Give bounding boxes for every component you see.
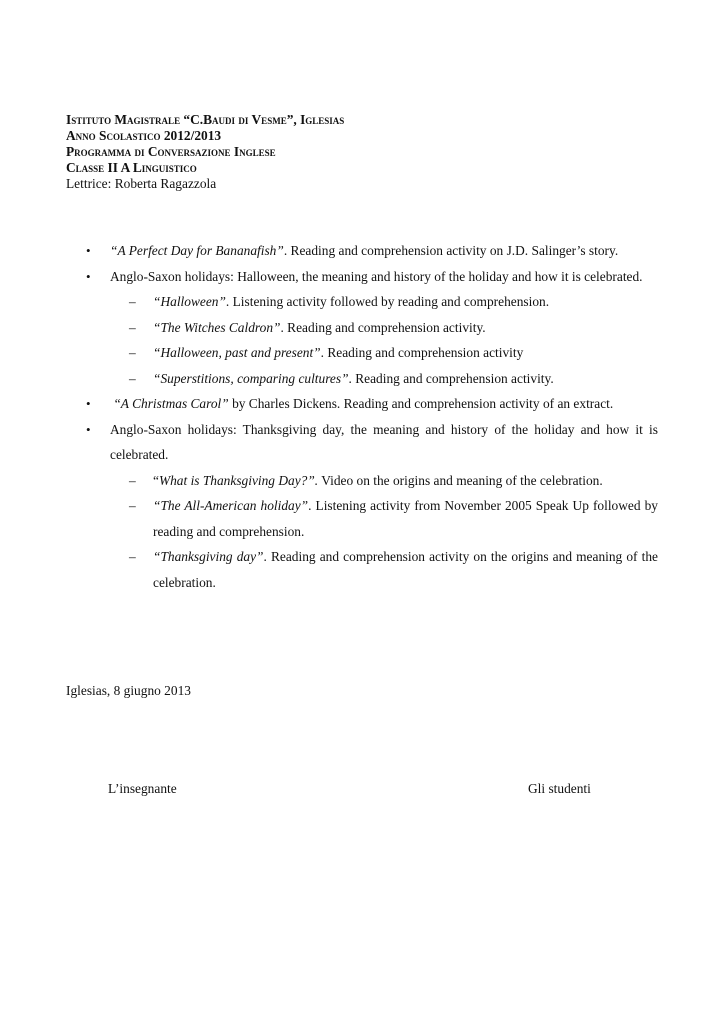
sub-list-item <box>66 493 658 544</box>
sub-list-item <box>66 289 658 315</box>
item-title: “Superstitions, comparing cultures” <box>153 370 349 386</box>
program-list <box>66 238 658 595</box>
document-date: Iglesias, 8 giugno 2013 <box>66 683 191 698</box>
document-header <box>66 112 666 192</box>
list-item <box>66 417 658 468</box>
list-item <box>66 238 658 264</box>
item-title: “A Perfect Day for Bananafish” <box>110 243 284 258</box>
item-title: “Halloween, past and present” <box>153 345 321 360</box>
item-text: by Charles Dickens. Reading and comprehension activity of an extract. <box>228 396 614 411</box>
bullet-icon: • <box>86 243 91 258</box>
bullet-icon: • <box>86 421 91 437</box>
dash-icon: – <box>129 294 136 309</box>
item-text: Anglo-Saxon holidays: Thanksgiving day, the meaning and history of the holiday and how it is celebrated. <box>110 421 658 462</box>
school-name: Istituto Magistrale “C.Baudi di Vesme”, Iglesias <box>66 112 345 127</box>
item-title: “The All-American holiday” <box>153 498 309 513</box>
teacher-name: Lettrice: Roberta Ragazzola <box>66 176 217 191</box>
item-title: What is Thanksgiving Day?”. <box>158 472 319 488</box>
item-text: . Listening activity followed by reading and comprehension. <box>225 294 550 309</box>
teacher-signature-label: L’insegnante <box>108 781 177 796</box>
dash-icon: – <box>129 345 136 360</box>
item-text: . Reading and comprehension activity on J.D. Salinger’s story. <box>283 243 619 258</box>
list-item <box>66 264 658 290</box>
item-text: . Reading and comprehension activity. <box>280 319 486 335</box>
item-text: . Listening activity from November 2005 Speak Up followed by reading and comprehension. <box>153 498 658 539</box>
item-text: Anglo-Saxon holidays: Halloween, the meaning and history of the holiday and how it is celebrated. <box>110 268 643 284</box>
item-title: “Thanksgiving day” <box>153 549 264 564</box>
dash-icon: – <box>129 319 136 335</box>
class-name: Classe II A Linguistico <box>66 160 197 175</box>
item-text: . Reading and comprehension activity <box>320 345 524 360</box>
dash-icon: – <box>129 498 136 513</box>
sub-list-item <box>66 468 658 494</box>
sub-list-item <box>66 544 658 595</box>
item-prefix: “ <box>153 472 159 488</box>
item-text: . Reading and comprehension activity. <box>348 370 554 386</box>
item-text: . Reading and comprehension activity on the origins and meaning of the celebration. <box>153 549 658 590</box>
list-item <box>66 391 658 417</box>
sub-list-item <box>66 315 658 341</box>
bullet-icon: • <box>86 396 91 411</box>
item-title: “The Witches Caldron” <box>153 319 281 335</box>
bullet-icon: • <box>86 268 91 284</box>
school-year: Anno Scolastico 2012/2013 <box>66 128 222 143</box>
dash-icon: – <box>129 472 136 488</box>
course-program: Programma di Conversazione Inglese <box>66 144 276 159</box>
item-title: “Halloween” <box>153 294 226 309</box>
sub-list-item <box>66 340 658 366</box>
dash-icon: – <box>129 549 136 564</box>
sub-list-item <box>66 366 658 392</box>
item-title: “A Christmas Carol” <box>113 396 229 411</box>
students-signature-label: Gli studenti <box>528 781 591 796</box>
dash-icon: – <box>129 370 136 386</box>
item-text: Video on the origins and meaning of the celebration. <box>318 472 603 488</box>
